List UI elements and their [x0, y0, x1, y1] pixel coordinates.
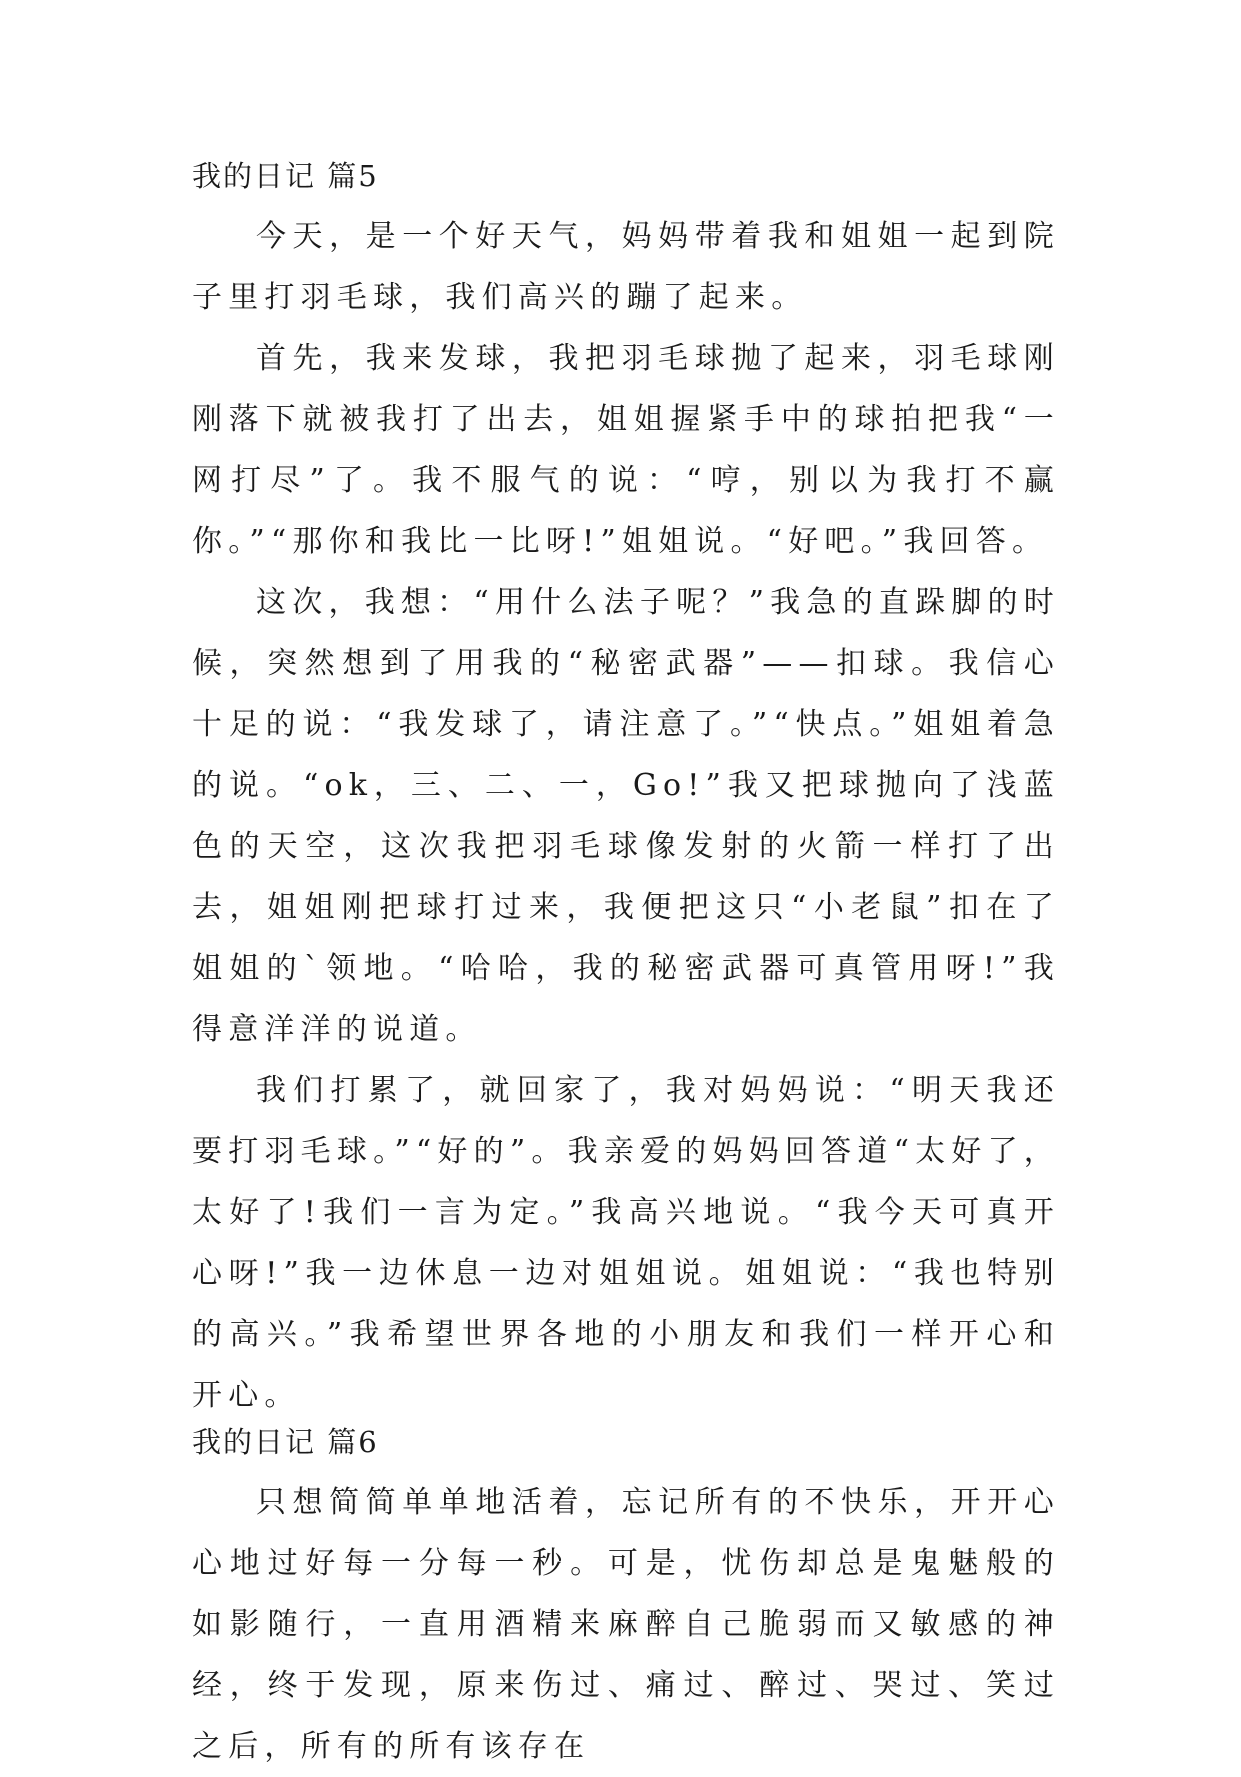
paragraph: 首先，我来发球，我把羽毛球抛了起来，羽毛球刚刚落下就被我打了出去，姐姐握紧手中的球拍把我“一网打尽”了。我不服气的说：“哼，别以为我打不赢你。”“那你和我比一比呀!”姐姐说。“好吧。”我回答。 [192, 341, 1060, 559]
section-heading-6: 我的日记 篇6 [192, 1425, 379, 1459]
paragraph: 这次，我想：“用什么法子呢？”我急的直跺脚的时候，突然想到了用我的“秘密武器”——扣球。我信心十足的说：“我发球了，请注意了。”“快点。”姐姐着急的说。“ok，三、二、一，Go!”我又把球抛向了浅蓝色的天空，这次我把羽毛球像发射的火箭一样打了出去，姐姐刚把球打过来，我便把这只“小老鼠”扣在了姐姐的`领地。“哈哈，我的秘密武器可真管用呀!”我得意洋洋的说道。 [192, 585, 1060, 1047]
document-body [192, 158, 1060, 1777]
paragraph: 今天，是一个好天气，妈妈带着我和姐姐一起到院子里打羽毛球，我们高兴的蹦了起来。 [192, 219, 1060, 315]
section-heading-5: 我的日记 篇5 [192, 159, 379, 193]
paragraph: 我们打累了，就回家了，我对妈妈说：“明天我还要打羽毛球。”“好的”。我亲爱的妈妈回答道“太好了，太好了!我们一言为定。”我高兴地说。“我今天可真开心呀!”我一边休息一边对姐姐说。姐姐说：“我也特别的高兴。”我希望世界各地的小朋友和我们一样开心和开心。 [192, 1073, 1061, 1413]
paragraph: 只想简简单单地活着，忘记所有的不快乐，开开心心地过好每一分每一秒。可是，忧伤却总是鬼魅般的如影随行，一直用酒精来麻醉自己脆弱而又敏感的神经，终于发现，原来伤过、痛过、醉过、哭过、笑过之后，所有的所有该存在 [192, 1485, 1060, 1764]
